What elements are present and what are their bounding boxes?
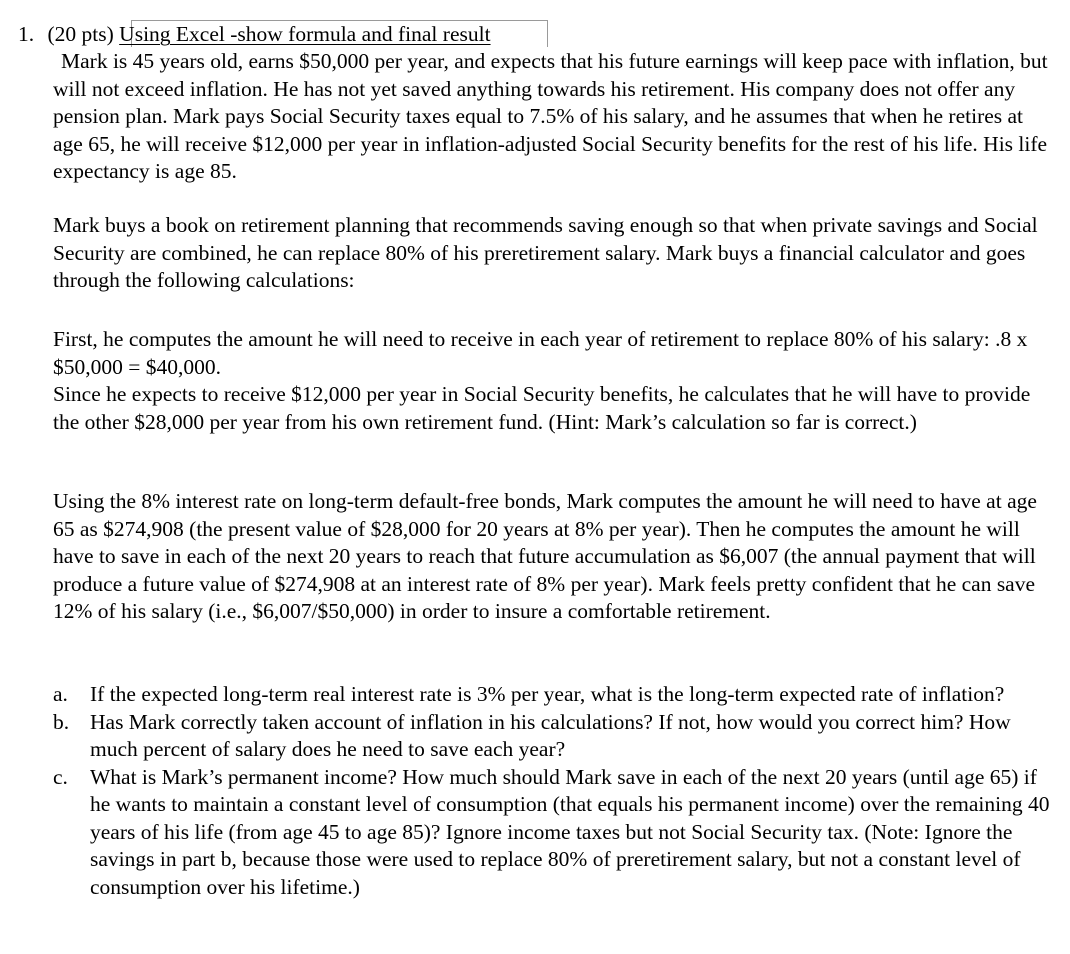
question-item-a — [53, 681, 1055, 709]
question-list — [53, 681, 1055, 901]
problem-header — [18, 21, 491, 49]
question-label: b. — [53, 709, 70, 734]
problem-points: (20 pts) — [47, 22, 114, 46]
question-text: What is Mark’s permanent income? How much should Mark save in each of the next 20 years (until age 65) if he wants to maintain a constant level of consumption (that equals his permanent income) over the remaining 40 years of his life (from age 45 to age 85)? Ignore income taxes but not Social Security tax. (Note: Ignore the savings in part b, because those were used to replace 80% of preretirement salary, but not a constant level of consumption over his lifetime.) — [90, 764, 1050, 899]
problem-title: Using Excel -show formula and final result — [119, 22, 491, 46]
question-text: Has Mark correctly taken account of inflation in his calculations? If not, how would you correct him? How much percent of salary does he need to save each year? — [90, 709, 1011, 761]
problem-number: 1. — [18, 22, 35, 46]
question-item-b — [53, 709, 1055, 764]
intro-paragraph — [53, 48, 1055, 186]
calculation-paragraph — [53, 326, 1055, 436]
social-security-line: Since he expects to receive $12,000 per year in Social Security benefits, he calculates that he will have to provide the other $28,000 per year from his own retirement fund. (Hint: Mark’s calculation so far is correct.) — [53, 382, 1031, 434]
book-paragraph: Mark buys a book on retirement planning that recommends saving enough so that when private savings and Social Security are combined, he can replace 80% of his preretirement salary. Mark buys a financial calculator and goes through the following calculations: — [53, 213, 1038, 292]
bonds-paragraph: Using the 8% interest rate on long-term default-free bonds, Mark computes the amount he will need to have at age 65 as $274,908 (the present value of $28,000 for 20 years at 8% per year). Then he computes the amount he will have to save in each of the next 20 years to reach that future accumulation as $6,007 (the annual payment that will produce a future value of $274,908 at an interest rate of 8% per year). Mark feels pretty confident that he can save 12% of his salary (i.e., $6,007/$50,000) in order to insure a comfortable retirement. — [53, 489, 1037, 623]
first-calculation-line: First, he computes the amount he will need to receive in each year of retirement to replace 80% of his salary: .8 x $50,000 = $40,000. — [53, 327, 1028, 379]
question-text: If the expected long-term real interest rate is 3% per year, what is the long-term expected rate of inflation? — [90, 682, 1005, 706]
question-item-c — [53, 764, 1055, 902]
intro-text: Mark is 45 years old, earns $50,000 per year, and expects that his future earnings will keep pace with inflation, but will not exceed inflation. He has not yet saved anything towards his retirement. His company does not offer any pension plan. Mark pays Social Security taxes equal to 7.5% of his salary, and he assumes that when he retires at age 65, he will receive $12,000 per year in inflation-adjusted Social Security benefits for the rest of his life. His life expectancy is age 85. — [53, 49, 1048, 183]
question-label: c. — [53, 764, 68, 789]
question-label: a. — [53, 682, 68, 706]
